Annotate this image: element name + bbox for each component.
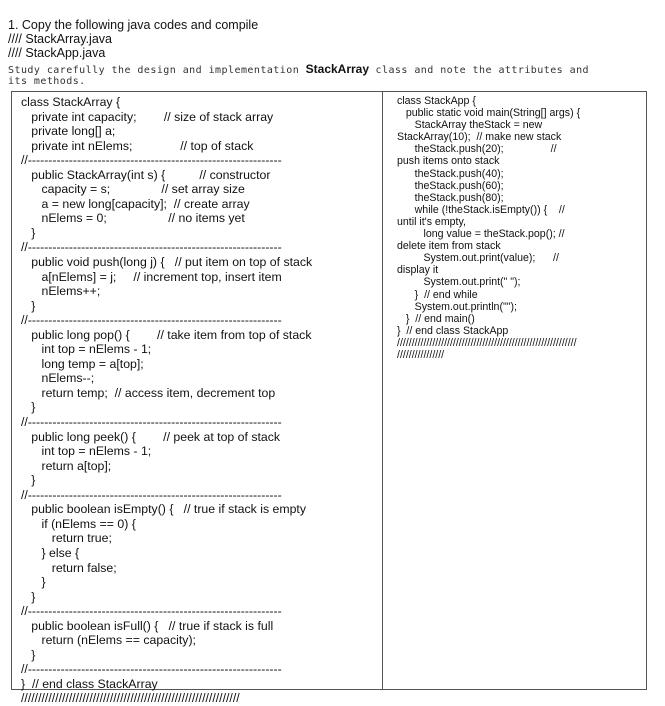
stackarray-code-line: public StackArray(int s) { // constructor [21,167,271,182]
stackarray-code-line: } [21,473,36,488]
stackarray-code-line: private int capacity; // size of stack array [21,109,274,124]
stackarray-code-line: int top = nElems - 1; [21,444,152,459]
stackarray-code-line: public long peek() { // peek at top of stack [21,429,281,444]
stackarray-code-line: } [21,575,46,590]
stackapp-code-line: } // end class StackApp [397,324,509,337]
study-instruction-prefix: Study carefully the design and implementation [8,65,306,76]
stackarray-code-line: //-------------------------------------------------------------- [21,240,282,255]
stackapp-code-line: } // end while [397,288,478,301]
stackapp-code-block [397,95,580,361]
stackarray-code-line: //-------------------------------------------------------------- [21,153,282,168]
stackapp-code-line: theStack.push(80); [397,191,504,204]
stackarray-code-line: a[nElems] = j; // increment top, insert item [21,269,282,284]
stackapp-code-line: } // end main() [397,312,475,325]
stackapp-code-line: delete item from stack [397,240,501,253]
stackapp-code-line: theStack.push(40); [397,167,504,180]
stackarray-code-line: private int nElems; // top of stack [21,138,254,153]
study-instruction-continued: its methods. [8,76,86,87]
stackarray-code-block [21,95,312,706]
stackarray-code-line: public boolean isFull() { // true if stack is full [21,618,274,633]
stackarray-code-line: nElems++; [21,284,101,299]
stackapp-code-line: public static void main(String[] args) { [397,107,581,120]
stackarray-code-line: return false; [21,560,117,575]
stackarray-code-line: if (nElems == 0) { [21,516,136,531]
stackarray-code-line: } [21,589,36,604]
task-title: 1. Copy the following java codes and compile [8,18,259,32]
stackapp-code-line: until it's empty, [397,215,466,228]
file-name-stackarray: //// StackArray.java [8,32,112,46]
stackarray-code-line: public long pop() { // take item from top of stack [21,327,312,342]
stackarray-code-line: } [21,400,36,415]
stackapp-code-line: StackArray(10); // make new stack [397,131,562,144]
stackapp-code-line: System.out.println(""); [397,300,517,313]
stackapp-code-line: while (!theStack.isEmpty()) { // [397,203,565,216]
stackapp-code-line: System.out.print(value); // [397,252,559,265]
stackarray-code-line: a = new long[capacity]; // create array [21,196,250,211]
stackarray-code-line: } [21,225,36,240]
stackarray-code-line: long temp = a[top]; [21,356,144,371]
stackarray-code-line: nElems--; [21,371,95,386]
study-instruction [8,62,589,78]
stackapp-code-line: //////////////// [397,348,445,361]
stackapp-code-line: class StackApp { [397,95,476,107]
stackapp-code-line: theStack.push(60); [397,179,504,192]
stackarray-code-line: } [21,647,36,662]
stackarray-code-line: } else { [21,545,80,560]
stackarray-code-line: public boolean isEmpty() { // true if stack is empty [21,502,306,517]
stackarray-code-line: //-------------------------------------------------------------- [21,662,282,677]
stackarray-code-line: //////////////////////////////////////////////////////////////// [21,691,240,706]
stackarray-code-line: return (nElems == capacity); [21,633,196,648]
stackarray-code-line: nElems = 0; // no items yet [21,211,245,226]
stackarray-code-line: class StackArray { [21,95,121,109]
stackarray-code-line: } // end class StackArray [21,676,158,691]
stackarray-code-line: //-------------------------------------------------------------- [21,604,282,619]
stackarray-code-line: int top = nElems - 1; [21,342,152,357]
stackarray-code-line: return a[top]; [21,458,112,473]
stackarray-code-line: //-------------------------------------------------------------- [21,487,282,502]
study-instruction-suffix: class and note the attributes and [369,65,590,76]
stackarray-code-line: return true; [21,531,112,546]
stackarray-code-line: //-------------------------------------------------------------- [21,313,282,328]
stackarray-code-line: return temp; // access item, decrement top [21,385,276,400]
stackarray-code-line: capacity = s; // set array size [21,182,245,197]
stackapp-code-line: push items onto stack [397,155,500,168]
stackapp-code-line: System.out.print(" "); [397,276,521,289]
class-name-bold: StackArray [305,62,370,76]
stackapp-code-line: StackArray theStack = new [397,119,543,132]
stackapp-code-line: ///////////////////////////////////////////////////////////// [397,336,577,349]
stackarray-code-line: } [21,298,36,313]
stackarray-code-line: //-------------------------------------------------------------- [21,415,282,430]
column-divider [382,91,383,690]
stackapp-code-line: long value = theStack.pop(); // [397,228,565,241]
stackarray-code-line: private long[] a; [21,124,116,139]
stackarray-code-line: public void push(long j) { // put item on top of stack [21,255,313,270]
file-name-stackapp: //// StackApp.java [8,46,106,60]
stackapp-code-line: theStack.push(20); // [397,143,557,156]
stackapp-code-line: display it [397,264,439,277]
